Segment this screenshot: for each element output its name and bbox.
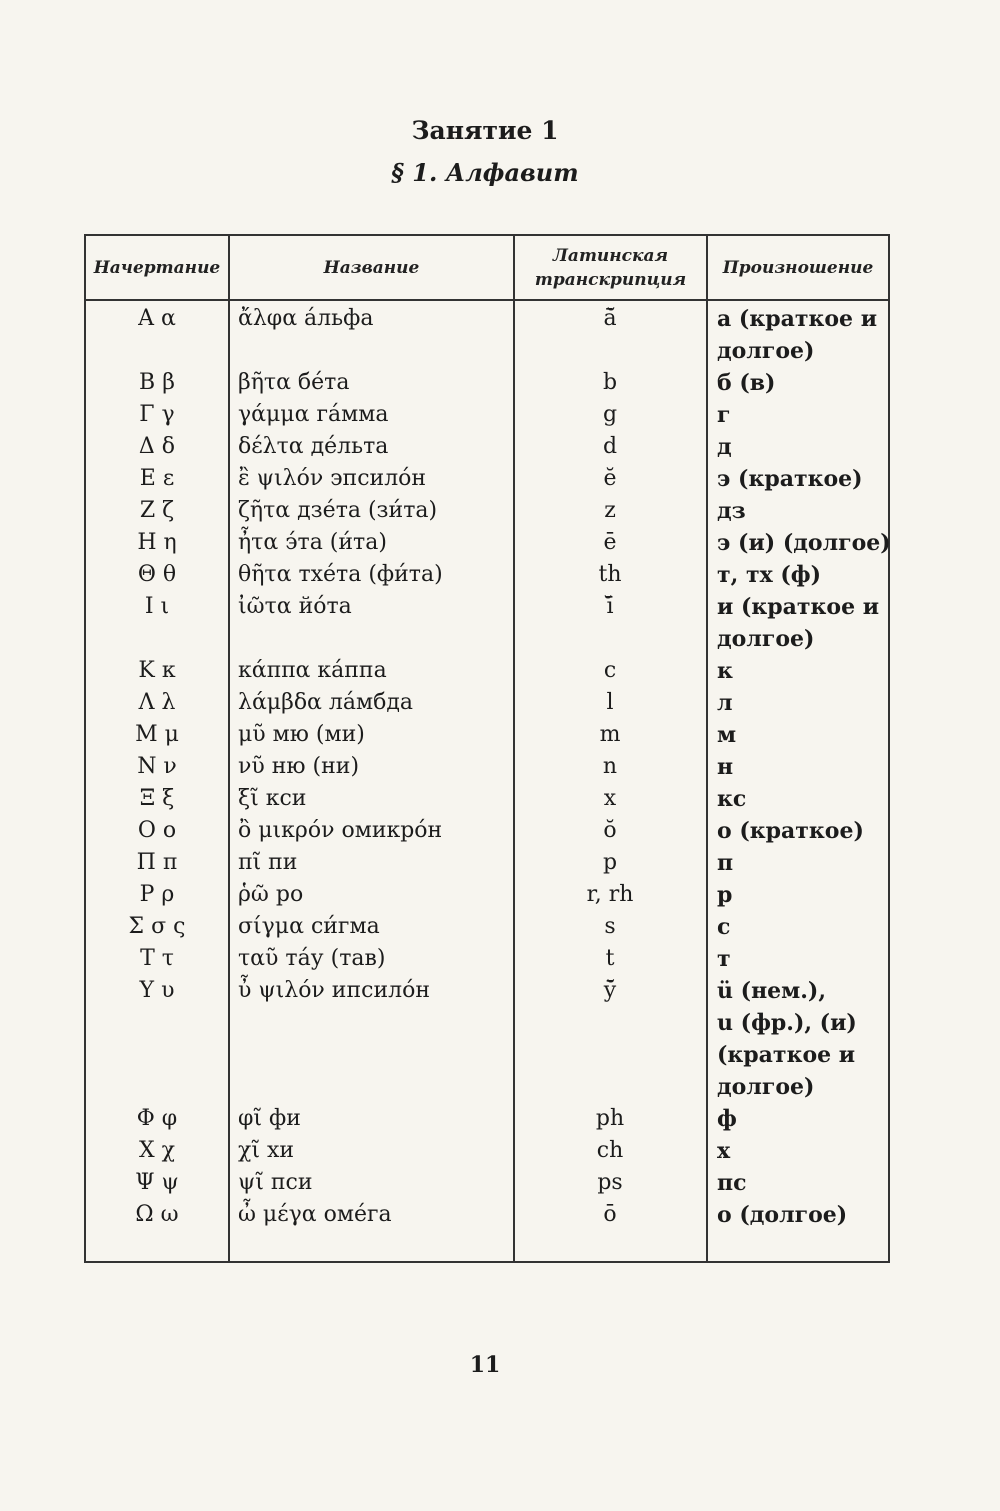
latin-transcription: ŏ [603,818,617,843]
section-title: § 1. Алфавит [391,158,579,187]
pronunciation-line: б (в) [717,370,776,396]
letter-forms: Ω ω [135,1202,179,1227]
table-row [0,847,1000,879]
latin-transcription: z [604,498,616,523]
letter-name: ὖ ψιλόν ипсило́н [238,978,430,1003]
header-letters: Начертание [93,257,221,278]
letter-forms: Λ λ [138,690,176,715]
pronunciation-line: с [717,914,731,940]
pronunciation-line: о (долгое) [717,1202,848,1228]
letter-name: ἄλφα а́льфа [238,306,374,331]
letter-forms: Ν ν [137,754,177,779]
letter-name: νῦ ню (ни) [238,754,360,779]
pronunciation [717,943,731,975]
pronunciation [717,303,877,367]
table-row [0,367,1000,399]
pronunciation [717,975,857,1103]
latin-transcription: ā̆ [603,306,617,331]
letter-name: κάππα ка́ппа [238,658,387,683]
pronunciation-line: т, тх (ф) [717,562,822,588]
latin-transcription: ī̆ [606,594,614,619]
letter-forms: Ι ι [144,594,170,619]
pronunciation [717,1199,847,1231]
table-row [0,399,1000,431]
table-row [0,783,1000,815]
pronunciation [717,431,732,463]
latin-transcription: ē [603,530,617,555]
table-row [0,751,1000,783]
letter-forms: Υ υ [139,978,175,1003]
table-row [0,463,1000,495]
letter-name: μῦ мю (ми) [238,722,365,747]
header-transcription-line1: Латинская [552,245,669,266]
pronunciation [717,911,730,943]
latin-transcription: ph [595,1106,625,1131]
header-name: Название [323,257,420,278]
letter-name: βῆτα бе́та [238,370,350,395]
pronunciation [717,783,746,815]
letter-forms: Η η [137,530,177,555]
pronunciation [717,719,736,751]
letter-forms: Ψ ψ [135,1170,179,1195]
letter-name: ταῦ та́у (тав) [238,946,386,971]
latin-transcription: p [602,850,618,875]
pronunciation-line: э (и) (долгое) [717,530,891,556]
pronunciation-line: р [717,882,733,908]
pronunciation-line: х [717,1138,731,1164]
letter-forms: Ξ ξ [139,786,175,811]
pronunciation-line: долгое) [717,338,815,364]
pronunciation [717,527,891,559]
latin-transcription: c [603,658,617,683]
pronunciation [717,655,733,687]
header-transcription-line2: транскрипция [534,269,687,290]
letter-name: λάμβδα ла́мбда [238,690,414,715]
table-row [0,815,1000,847]
latin-transcription: ȳ̆ [603,978,617,1003]
table-row [0,559,1000,591]
table-row [0,719,1000,751]
letter-forms: Κ κ [138,658,176,683]
letter-name: ξῖ кси [238,786,307,811]
pronunciation-line: долгое) [717,1074,815,1100]
letter-forms: Φ φ [136,1106,178,1131]
letter-forms: Α α [138,306,176,331]
pronunciation-line: п [717,850,734,876]
letter-name: ῥῶ ро [238,882,304,907]
letter-forms: Γ γ [139,402,175,427]
table-row [0,591,1000,655]
pronunciation [717,399,730,431]
latin-transcription: ps [597,1170,623,1195]
lesson-title: Занятие 1 [411,116,559,145]
table-row [0,303,1000,367]
pronunciation-line: о (краткое) [717,818,864,844]
letter-name: ψῖ пси [238,1170,313,1195]
pronunciation [717,815,864,847]
letter-forms: Χ χ [139,1138,175,1163]
header-transcription [515,236,706,299]
pronunciation-line: э (краткое) [717,466,863,492]
pronunciation [717,1103,737,1135]
letter-name: ὦ μέγα оме́га [238,1202,392,1227]
latin-transcription: b [602,370,618,395]
table-row [0,1135,1000,1167]
pronunciation [717,751,733,783]
letter-forms: Ρ ρ [139,882,175,907]
pronunciation [717,687,733,719]
pronunciation-line: и (краткое и [717,594,880,620]
latin-transcription: g [602,402,618,427]
table-row [0,655,1000,687]
letter-forms: Ε ε [139,466,175,491]
pronunciation-line: u (фр.), (и) [717,1010,857,1036]
table-rows [0,303,1000,1231]
letter-name: πῖ пи [238,850,298,875]
latin-transcription: ō [603,1202,617,1227]
pronunciation [717,1135,730,1167]
pronunciation-line: а (краткое и [717,306,878,332]
table-row [0,1199,1000,1231]
pronunciation [717,559,821,591]
latin-transcription: ch [596,1138,624,1163]
header-divider [86,299,888,301]
pronunciation-line: л [717,690,733,716]
pronunciation-line: кс [717,786,747,812]
latin-transcription: r, rh [586,882,634,907]
latin-transcription: m [599,722,621,747]
letter-name: γάμμα га́мма [238,402,389,427]
latin-transcription: l [606,690,614,715]
pronunciation-line: м [717,722,737,748]
letter-forms: Ζ ζ [139,498,175,523]
header-pronunciation: Произношение [722,257,874,278]
pronunciation [717,591,879,655]
pronunciation [717,495,746,527]
pronunciation-line: пс [717,1170,747,1196]
pronunciation-line: (краткое и [717,1042,856,1068]
letter-name: ζῆτα дзе́та (зи́та) [238,498,438,523]
latin-transcription: n [602,754,618,779]
letter-name: ἒ ψιλόν эпсило́н [238,466,427,491]
table-row [0,495,1000,527]
letter-name: φῖ фи [238,1106,301,1131]
table-row [0,943,1000,975]
pronunciation-line: н [717,754,734,780]
letter-forms: Θ θ [137,562,177,587]
letter-name: ὂ μικρόν омикро́н [238,818,443,843]
pronunciation [717,367,775,399]
latin-transcription: t [605,946,615,971]
latin-transcription: x [603,786,617,811]
letter-forms: Π π [136,850,178,875]
pronunciation [717,879,732,911]
pronunciation-line: дз [717,498,746,524]
latin-transcription: ĕ [603,466,617,491]
table-row [0,1103,1000,1135]
pronunciation-line: ü (нем.), [717,978,827,1004]
pronunciation [717,463,863,495]
pronunciation-line: долгое) [717,626,815,652]
pronunciation-line: т [717,946,731,972]
letter-forms: Ο ο [137,818,177,843]
latin-transcription: d [602,434,618,459]
latin-transcription: th [598,562,622,587]
table-row [0,975,1000,1103]
table-row [0,911,1000,943]
letter-name: σίγμα си́гма [238,914,380,939]
letter-name: χῖ хи [238,1138,295,1163]
table-row [0,527,1000,559]
table-row [0,431,1000,463]
letter-forms: Σ σ ς [128,914,186,939]
pronunciation-line: ф [717,1106,737,1132]
pronunciation-line: к [717,658,733,684]
page-number: 11 [469,1352,501,1378]
letter-forms: Δ δ [138,434,176,459]
letter-name: ἦτα э́та (и́та) [238,530,387,555]
table-row [0,1167,1000,1199]
letter-forms: Β β [139,370,175,395]
table-row [0,879,1000,911]
pronunciation-line: г [717,402,731,428]
letter-name: ἰῶτα йо́та [238,594,352,619]
letter-name: θῆτα тхе́та (фи́та) [238,562,443,587]
letter-name: δέλτα де́льта [238,434,389,459]
letter-forms: Τ τ [140,946,174,971]
table-row [0,687,1000,719]
pronunciation-line: д [717,434,732,460]
letter-forms: Μ μ [135,722,179,747]
latin-transcription: s [604,914,616,939]
pronunciation [717,847,733,879]
pronunciation [717,1167,747,1199]
